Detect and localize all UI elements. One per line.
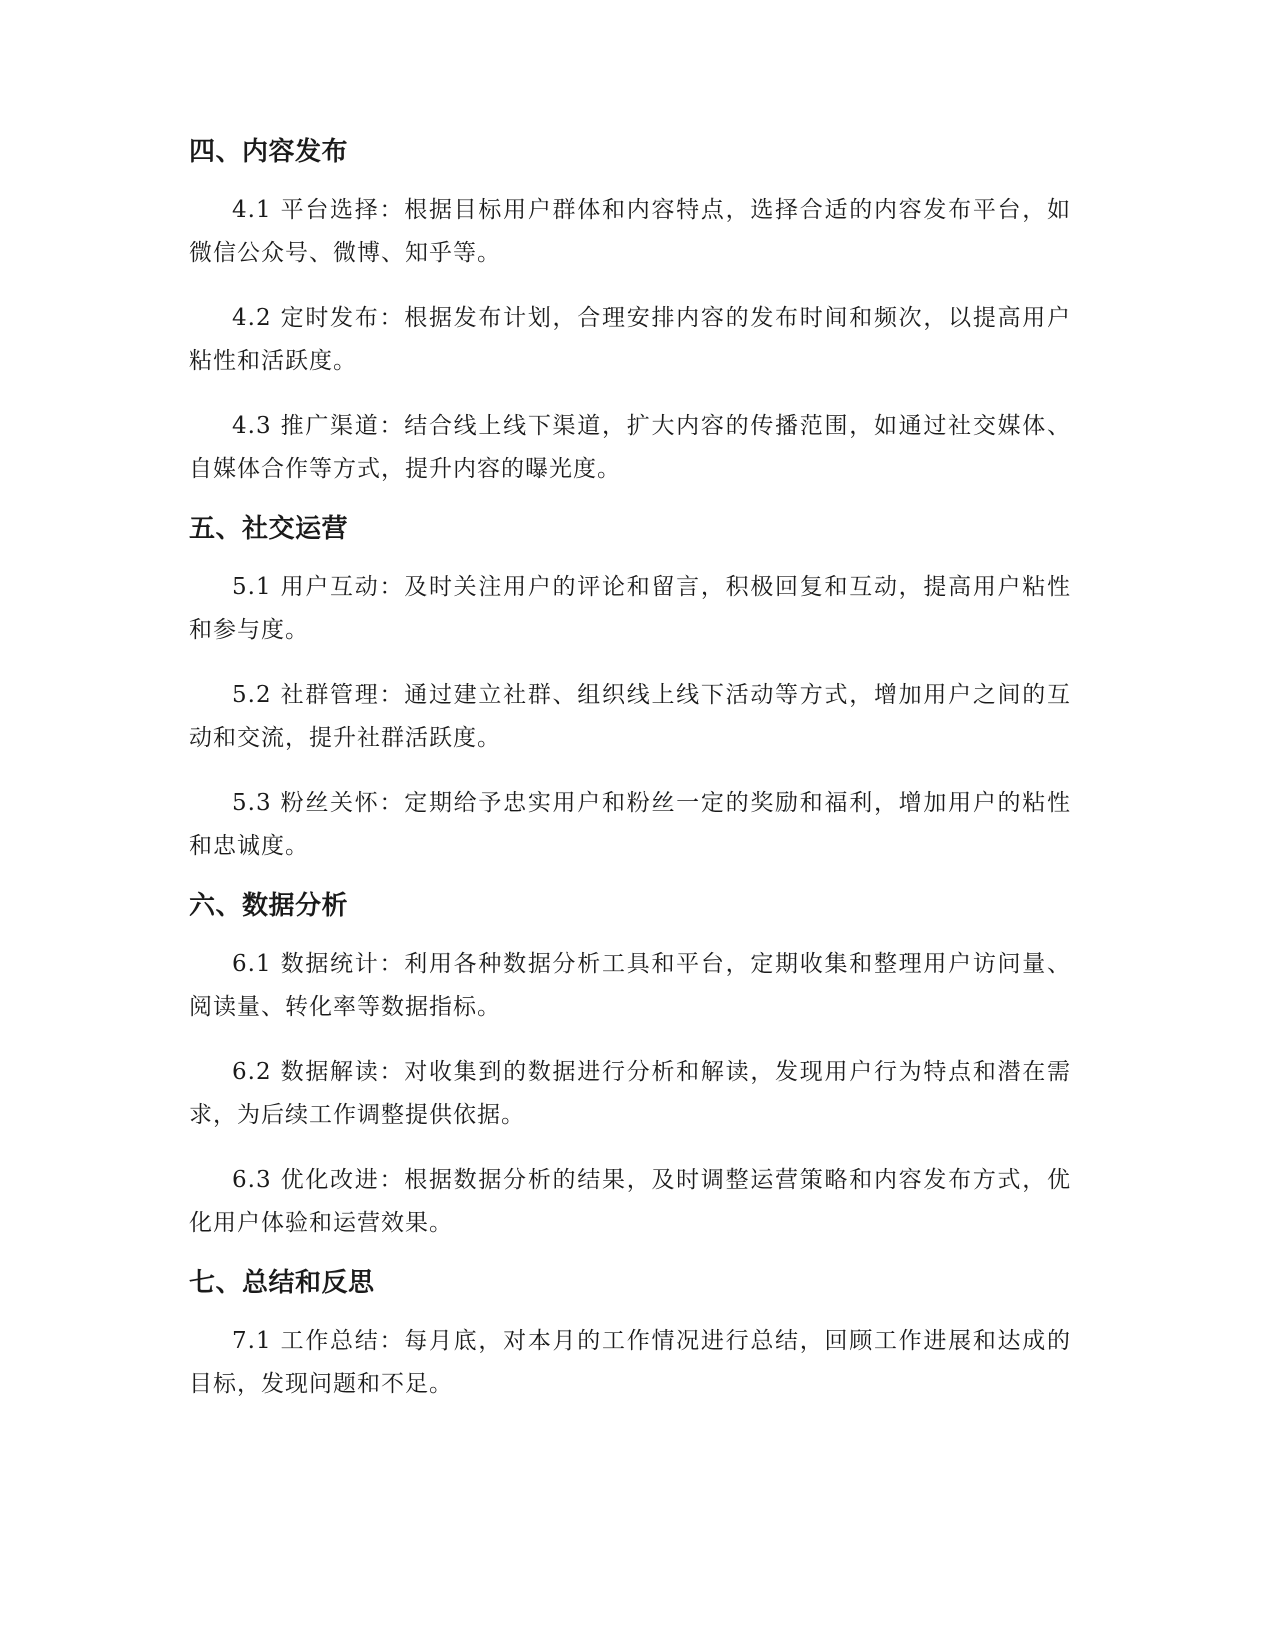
- paragraph: 5.1 用户互动：及时关注用户的评论和留言，积极回复和互动，提高用户粘性和参与度。: [189, 574, 1071, 643]
- paragraph: 5.2 社群管理：通过建立社群、组织线上线下活动等方式，增加用户之间的互动和交流，提升社群活跃度。: [189, 682, 1071, 751]
- section-social-operations: [189, 513, 1071, 868]
- section-heading: 六、数据分析: [189, 891, 349, 921]
- paragraph: 4.2 定时发布：根据发布计划，合理安排内容的发布时间和频次，以提高用户粘性和活跃度。: [189, 305, 1071, 374]
- section-heading: 五、社交运营: [189, 514, 349, 544]
- paragraph: 6.1 数据统计：利用各种数据分析工具和平台，定期收集和整理用户访问量、阅读量、转化率等数据指标。: [189, 951, 1071, 1020]
- section-heading: 四、内容发布: [189, 137, 349, 167]
- paragraph: 6.2 数据解读：对收集到的数据进行分析和解读，发现用户行为特点和潜在需求，为后续工作调整提供依据。: [189, 1059, 1071, 1128]
- section-heading: 七、总结和反思: [189, 1268, 375, 1298]
- paragraph: 6.3 优化改进：根据数据分析的结果，及时调整运营策略和内容发布方式，优化用户体验和运营效果。: [189, 1167, 1071, 1236]
- paragraph: 4.3 推广渠道：结合线上线下渠道，扩大内容的传播范围，如通过社交媒体、自媒体合作等方式，提升内容的曝光度。: [189, 413, 1071, 482]
- paragraph: 4.1 平台选择：根据目标用户群体和内容特点，选择合适的内容发布平台，如微信公众号、微博、知乎等。: [189, 197, 1071, 266]
- paragraph: 5.3 粉丝关怀：定期给予忠实用户和粉丝一定的奖励和福利，增加用户的粘性和忠诚度。: [189, 790, 1071, 859]
- section-summary-reflection: [189, 1267, 1071, 1406]
- section-data-analysis: [189, 890, 1071, 1245]
- section-content-publishing: [189, 136, 1071, 491]
- document-body: [189, 136, 1071, 1428]
- paragraph: 7.1 工作总结：每月底，对本月的工作情况进行总结，回顾工作进展和达成的目标，发现问题和不足。: [189, 1328, 1071, 1397]
